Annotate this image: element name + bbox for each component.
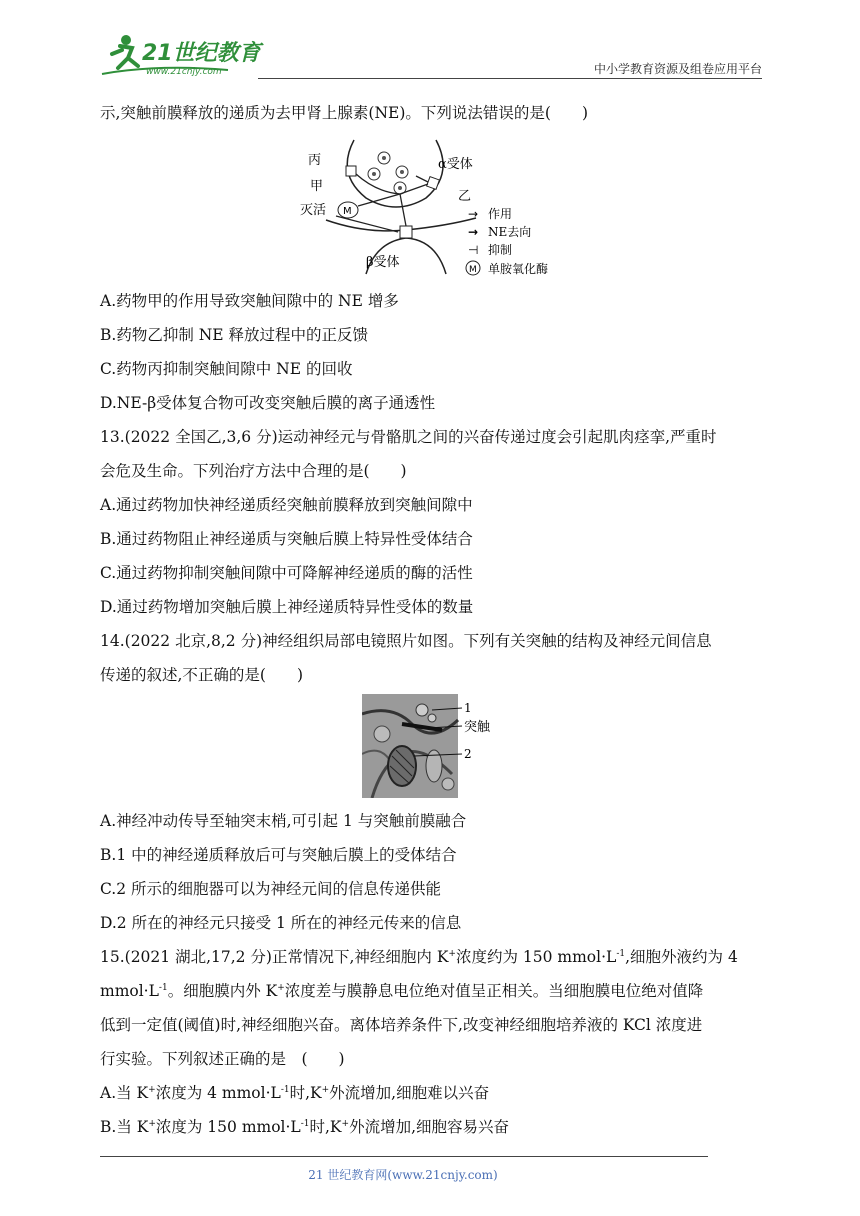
q14-figure bbox=[100, 694, 772, 802]
q13-option-c: C.通过药物抑制突触间隙中可降解神经递质的酶的活性 bbox=[100, 564, 473, 582]
q15-b-part-b: 浓度为 150 mmol·L bbox=[155, 1118, 301, 1136]
q15-l2-part-c: 浓度差与膜静息电位绝对值呈正相关。当细胞膜电位绝对值降 bbox=[284, 982, 704, 1000]
runner-logo-icon bbox=[98, 30, 268, 78]
label-2: 2 bbox=[464, 747, 472, 761]
q12-option-a: A.药物甲的作用导致突触间隙中的 NE 增多 bbox=[100, 292, 399, 310]
q15-a-part-a: A.当 K bbox=[100, 1084, 149, 1102]
q15-b-part-d: 外流增加,细胞容易兴奋 bbox=[349, 1118, 509, 1136]
em-photo bbox=[362, 694, 512, 798]
label-yi: 乙 bbox=[458, 189, 472, 204]
q15-l1-part-c: ,细胞外液约为 4 bbox=[625, 948, 738, 966]
synapse-diagram bbox=[296, 134, 676, 282]
legend-symbol-mao: M bbox=[469, 265, 477, 275]
k-plus-superscript: + bbox=[341, 1118, 350, 1129]
k-plus-superscript: + bbox=[148, 1118, 156, 1129]
legend-text-ne: NE去向 bbox=[488, 225, 532, 239]
page-content bbox=[100, 96, 772, 1144]
legend-text-mao: 单胺氧化酶 bbox=[488, 262, 549, 276]
m-enzyme-label: M bbox=[343, 206, 352, 217]
q13-stem-line1: 13.(2022 全国乙,3,6 分)运动神经元与骨骼肌之间的兴奋传递过度会引起肌肉痉挛,严重时 bbox=[100, 428, 717, 446]
q13-option-b: B.通过药物阻止神经递质与突触后膜上特异性受体结合 bbox=[100, 530, 473, 548]
q14-option-b: B.1 中的神经递质释放后可与突触后膜上的受体结合 bbox=[100, 846, 457, 864]
unit-superscript: -1 bbox=[158, 982, 168, 993]
q12-stem: 示,突触前膜释放的递质为去甲肾上腺素(NE)。下列说法错误的是( ) bbox=[100, 104, 588, 122]
logo-text: 21世纪教育 bbox=[142, 41, 261, 66]
label-beta-receptor: β受体 bbox=[366, 255, 400, 270]
page-header bbox=[98, 30, 762, 80]
label-inactivate: 灭活 bbox=[300, 203, 327, 218]
label-synapse: 突触 bbox=[464, 720, 491, 735]
q14-stem-line1: 14.(2022 北京,8,2 分)神经组织局部电镜照片如图。下列有关突触的结构及神经元间信息 bbox=[100, 632, 712, 650]
q15-stem-line2 bbox=[100, 974, 772, 1008]
q15-stem-line1 bbox=[100, 940, 772, 974]
q12-option-b: B.药物乙抑制 NE 释放过程中的正反馈 bbox=[100, 326, 369, 344]
label-jia: 甲 bbox=[310, 179, 324, 194]
q13-option-a: A.通过药物加快神经递质经突触前膜释放到突触间隙中 bbox=[100, 496, 473, 514]
figure-legend bbox=[466, 207, 548, 276]
q15-stem-line4: 行实验。下列叙述正确的是 ( ) bbox=[100, 1050, 345, 1068]
k-plus-superscript: + bbox=[148, 1084, 156, 1095]
label-alpha-receptor: α受体 bbox=[438, 157, 473, 172]
logo-url: www.21cnjy.com bbox=[146, 67, 222, 77]
q15-stem-line3: 低到一定值(阈值)时,神经细胞兴奋。离体培养条件下,改变神经细胞培养液的 KCl 浓度进 bbox=[100, 1016, 703, 1034]
q15-b-part-a: B.当 K bbox=[100, 1118, 149, 1136]
q12-figure bbox=[100, 134, 772, 282]
q15-a-part-c: 时,K bbox=[289, 1084, 322, 1102]
header-divider bbox=[258, 78, 762, 79]
q14-option-c: C.2 所示的细胞器可以为神经元间的信息传递供能 bbox=[100, 880, 442, 898]
legend-text-inhibit: 抑制 bbox=[488, 243, 513, 257]
site-name: 中小学教育资源及组卷应用平台 bbox=[593, 62, 762, 76]
legend-symbol-inhibit: ⊣ bbox=[468, 243, 479, 257]
q14-stem-line2: 传递的叙述,不正确的是( ) bbox=[100, 666, 304, 684]
q15-l2-part-a: mmol·L bbox=[100, 982, 159, 1000]
k-plus-superscript: + bbox=[321, 1084, 330, 1095]
k-plus-superscript: + bbox=[277, 982, 285, 993]
q13-option-d: D.通过药物增加突触后膜上神经递质特异性受体的数量 bbox=[100, 598, 474, 616]
k-plus-superscript: + bbox=[448, 948, 456, 959]
q15-a-part-d: 外流增加,细胞难以兴奋 bbox=[329, 1084, 490, 1102]
q14-option-a: A.神经冲动传导至轴突末梢,可引起 1 与突触前膜融合 bbox=[100, 812, 467, 830]
legend-symbol-ne: → bbox=[468, 225, 479, 239]
q15-option-a bbox=[100, 1076, 772, 1110]
label-bing: 丙 bbox=[308, 153, 322, 168]
q12-option-c: C.药物丙抑制突触间隙中 NE 的回收 bbox=[100, 360, 353, 378]
unit-superscript: -1 bbox=[300, 1118, 310, 1129]
footer-divider bbox=[100, 1156, 708, 1157]
legend-text-action: 作用 bbox=[488, 207, 513, 221]
q15-option-b bbox=[100, 1110, 772, 1144]
label-1: 1 bbox=[464, 701, 472, 715]
q15-l1-part-a: 15.(2021 湖北,17,2 分)正常情况下,神经细胞内 K bbox=[100, 948, 449, 966]
legend-symbol-action: → bbox=[468, 207, 479, 221]
q15-l2-part-b: 。细胞膜内外 K bbox=[167, 982, 278, 1000]
site-logo bbox=[98, 30, 268, 78]
q15-b-part-c: 时,K bbox=[309, 1118, 342, 1136]
unit-superscript: -1 bbox=[280, 1084, 290, 1095]
unit-superscript: -1 bbox=[616, 948, 626, 959]
q12-option-d: D.NE-β受体复合物可改变突触后膜的离子通透性 bbox=[100, 394, 436, 412]
q15-l1-part-b: 浓度约为 150 mmol·L bbox=[455, 948, 617, 966]
q14-option-d: D.2 所在的神经元只接受 1 所在的神经元传来的信息 bbox=[100, 914, 462, 932]
q15-a-part-b: 浓度为 4 mmol·L bbox=[155, 1084, 281, 1102]
q13-stem-line2: 会危及生命。下列治疗方法中合理的是( ) bbox=[100, 462, 407, 480]
page-footer: 21 世纪教育网(www.21cnjy.com) bbox=[308, 1168, 498, 1182]
